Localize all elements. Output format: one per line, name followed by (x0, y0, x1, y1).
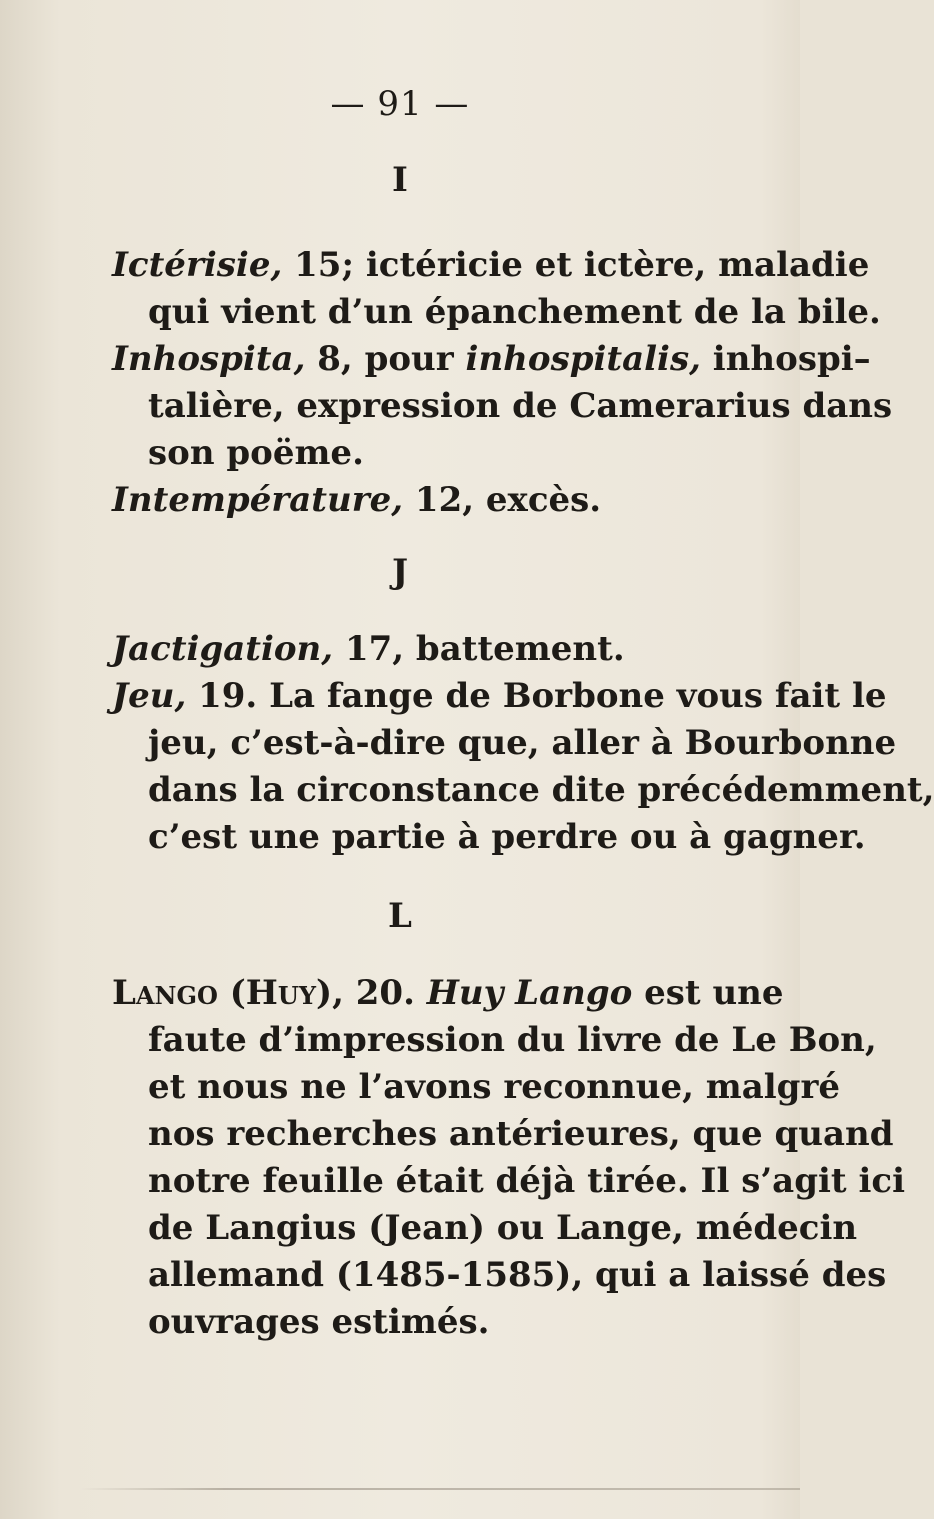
glossary-entry-jactigation (112, 626, 772, 673)
entry-headword: Inhospita, (112, 339, 306, 379)
entry-line: allemand (1485-1585), qui a laissé des (148, 1255, 887, 1295)
entry-headword: Intempérature, (112, 480, 404, 520)
entry-line (112, 970, 784, 1017)
entry-line (112, 242, 870, 289)
glossary-entry-lango (112, 970, 905, 1346)
entry-line: et nous ne l’avons reconnue, malgré (148, 1067, 841, 1107)
glossary-entry-jeu (112, 673, 934, 861)
entry-headword: Lango (Huy) (112, 973, 333, 1013)
entry-text: 8, pour (305, 339, 466, 379)
entry-line (112, 673, 887, 720)
entry-line: de Langius (Jean) ou Lange, médecin (148, 1208, 858, 1248)
entry-text: , 20. (332, 973, 427, 1013)
entry-line: son poëme. (148, 433, 364, 473)
entry-text: 12, excès. (403, 480, 602, 520)
entry-headword: Jeu, (112, 676, 187, 716)
entry-line: notre feuille était déjà tirée. Il s’agit ici (148, 1161, 905, 1201)
entry-text: 17, battement. (333, 629, 625, 669)
entry-italic-term: Huy Lango (426, 973, 633, 1013)
entry-line: faute d’impression du livre de Le Bon, (148, 1020, 877, 1060)
entry-headword: Jactigation, (112, 629, 334, 669)
letter-heading-l: L (388, 896, 412, 936)
page-number: — 91 — (330, 84, 470, 124)
entry-headword: Ictérisie, (112, 245, 283, 285)
entry-line: ouvrages estimés. (148, 1302, 490, 1342)
entry-text: 15; ictéricie et ictère, maladie (282, 245, 870, 285)
entry-text: est une (632, 973, 784, 1013)
letter-heading-i: I (392, 160, 408, 200)
entry-line: c’est une partie à perdre ou à gagner. (148, 817, 866, 857)
glossary-entry-intemperature (112, 477, 772, 524)
page-edge-shadow (80, 1488, 800, 1490)
entry-line (112, 336, 871, 383)
entry-line: jeu, c’est-à-dire que, aller à Bourbonne (148, 723, 897, 763)
entry-italic-term: inhospitalis, (465, 339, 701, 379)
glossary-entry-inhospita (112, 336, 893, 477)
entry-line: qui vient d’un épanchement de la bile. (148, 292, 881, 332)
entry-text: inhospi– (700, 339, 871, 379)
glossary-entry-icterisie (112, 242, 881, 336)
entry-text: 19. La fange de Borbone vous fait le (186, 676, 887, 716)
entry-line (112, 626, 772, 673)
entry-line: dans la circonstance dite précédemment, (148, 770, 934, 810)
entry-line: talière, expression de Camerarius dans (148, 386, 893, 426)
entry-line: nos recherches antérieures, que quand (148, 1114, 894, 1154)
entry-line (112, 477, 772, 524)
letter-heading-j: J (391, 552, 409, 592)
